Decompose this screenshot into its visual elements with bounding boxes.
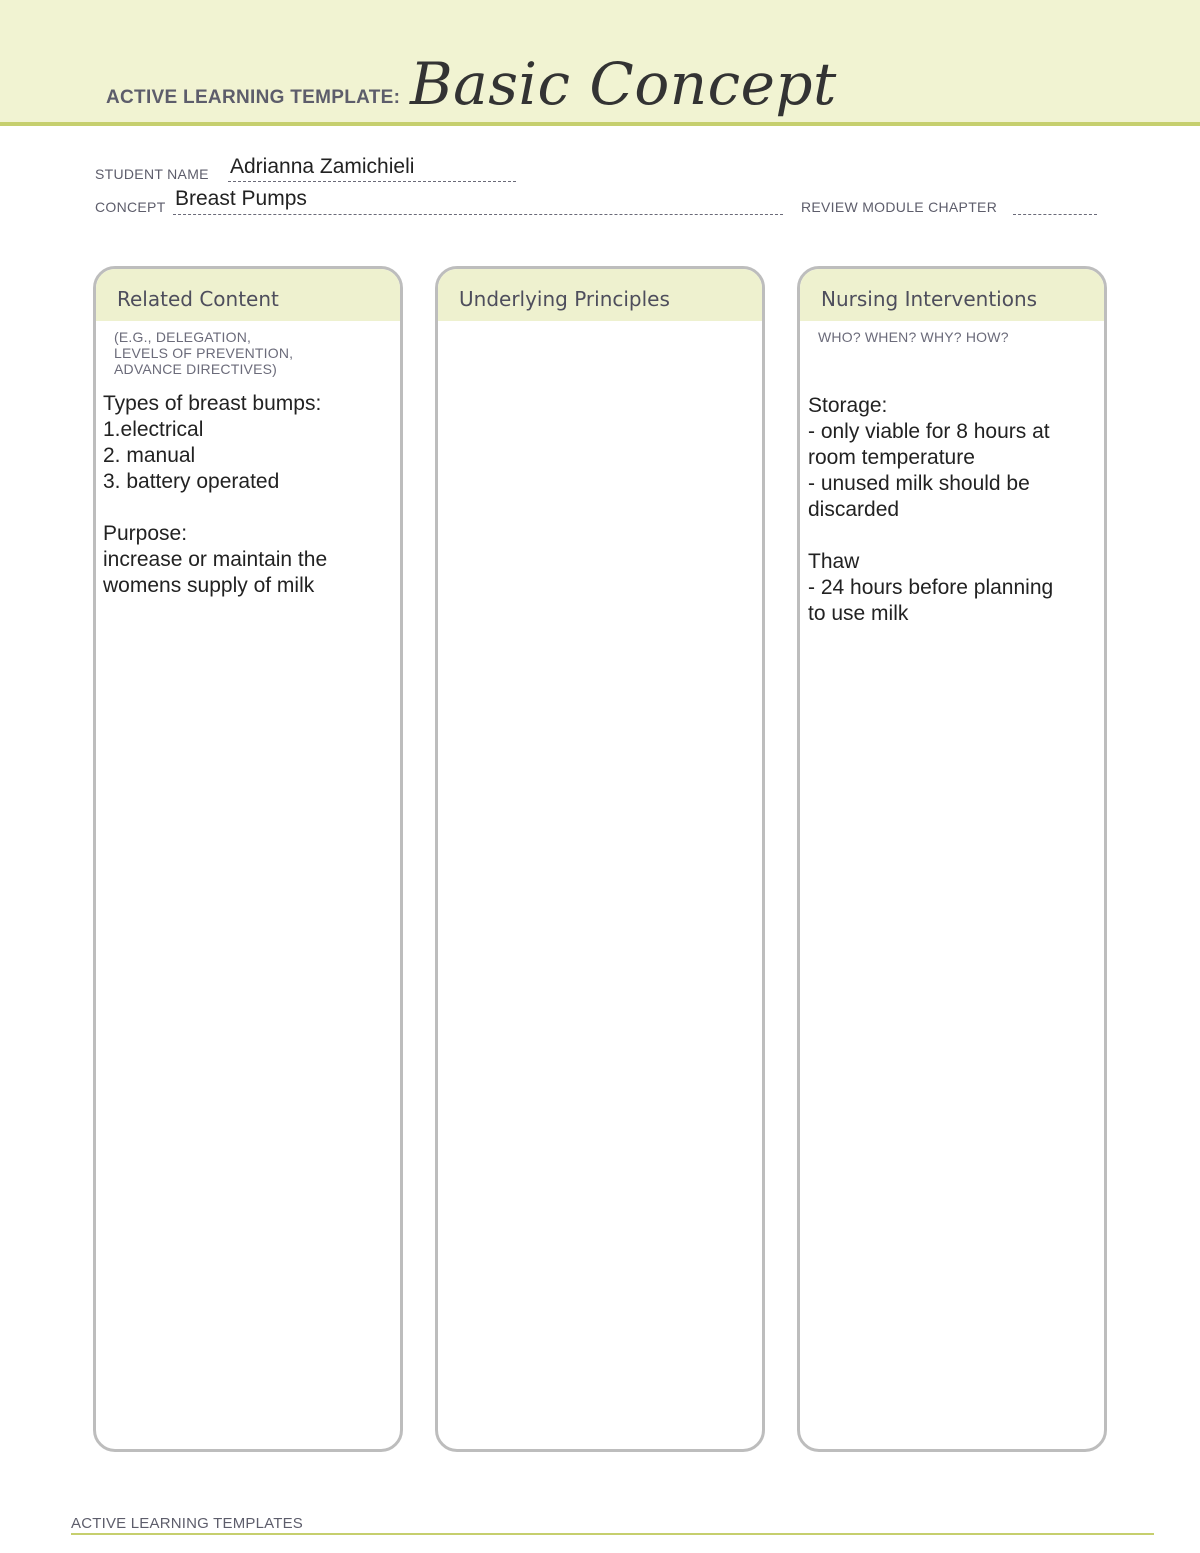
related-content-header bbox=[96, 269, 400, 321]
review-module-field[interactable] bbox=[1013, 214, 1097, 215]
review-module-label: REVIEW MODULE CHAPTER bbox=[801, 199, 998, 215]
footer-label: ACTIVE LEARNING TEMPLATES bbox=[71, 1515, 303, 1532]
related-content-title: Related Content bbox=[117, 287, 279, 311]
underlying-principles-header bbox=[438, 269, 762, 321]
underlying-principles-title: Underlying Principles bbox=[459, 287, 670, 311]
header-divider bbox=[0, 122, 1200, 126]
student-name-line bbox=[228, 181, 516, 182]
student-name-field[interactable]: Adrianna Zamichieli bbox=[230, 155, 415, 178]
concept-field[interactable]: Breast Pumps bbox=[175, 187, 307, 210]
nursing-interventions-header bbox=[800, 269, 1104, 321]
underlying-principles-body[interactable] bbox=[438, 321, 762, 1421]
template-title: Basic Concept bbox=[410, 50, 837, 118]
related-content-body[interactable]: Types of breast bumps: 1.electrical 2. manual 3. battery operated Purpose: increase or maintain the womens supply of milk bbox=[103, 392, 328, 597]
student-name-label: STUDENT NAME bbox=[95, 166, 209, 182]
nursing-interventions-subtitle: WHO? WHEN? WHY? HOW? bbox=[818, 329, 1009, 345]
concept-label: CONCEPT bbox=[95, 199, 166, 215]
nursing-interventions-card bbox=[797, 266, 1107, 1452]
concept-line bbox=[173, 214, 783, 215]
nursing-interventions-title: Nursing Interventions bbox=[821, 287, 1038, 311]
underlying-principles-card bbox=[435, 266, 765, 1452]
nursing-interventions-body[interactable]: Storage: - only viable for 8 hours at room temperature - unused milk should be discarded Thaw - 24 hours before planning to use milk bbox=[808, 394, 1054, 625]
related-content-subtitle: (E.G., DELEGATION, LEVELS OF PREVENTION, ADVANCE DIRECTIVES) bbox=[114, 329, 294, 377]
footer-divider bbox=[71, 1533, 1154, 1535]
related-content-card bbox=[93, 266, 403, 1452]
template-label: ACTIVE LEARNING TEMPLATE: bbox=[106, 87, 401, 108]
